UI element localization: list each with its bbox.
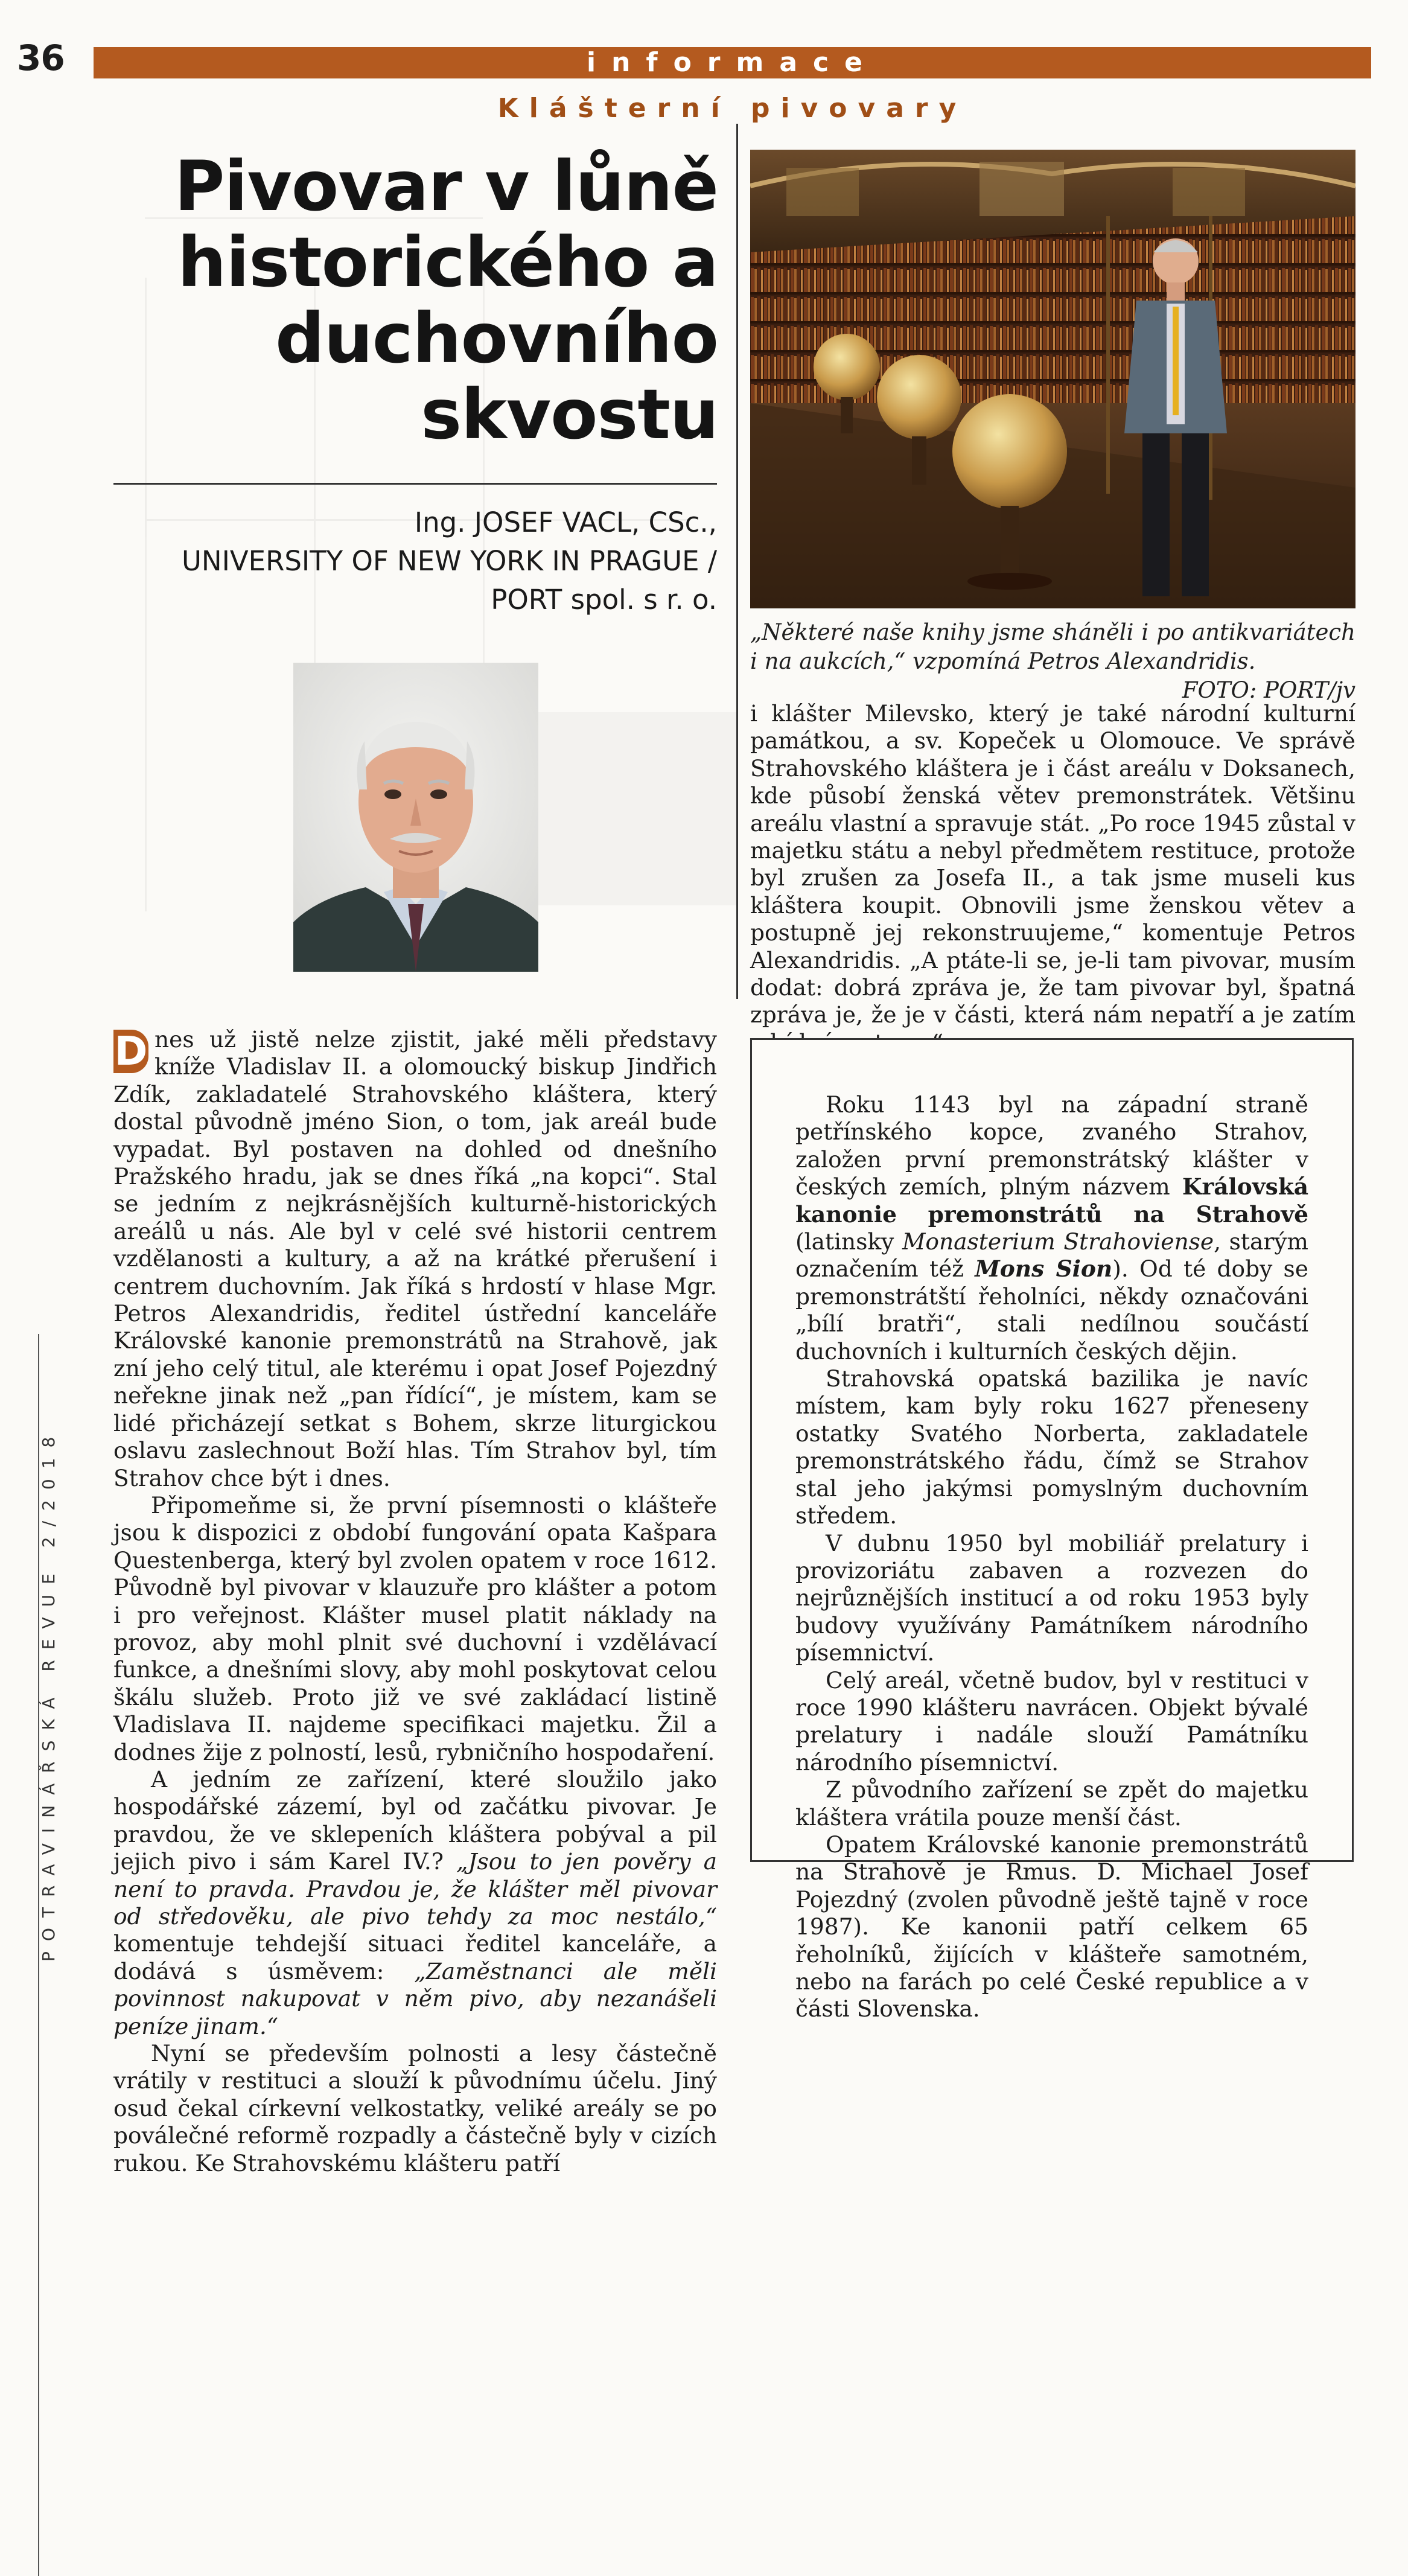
- paragraph: Nyní se především polnosti a lesy částečně vrátily v restituci a slouží k původnímu účelu. Jiný osud čekal církevní velkostatky, veliké areály se po poválečné reformě rozpadly a částečně byly v cizích rukou. Ke Strahovskému klášteru patří: [113, 2040, 717, 2176]
- caption-text: „Některé naše knihy jsme sháněli i po antikvariátech i na aukcích,“ vzpomíná Petros Alexandridis.: [750, 619, 1355, 674]
- magazine-issue-label: POTRAVINÁŘSKÁ REVUE 2/2018: [39, 1426, 59, 1962]
- author-portrait-photo: [293, 663, 538, 972]
- paragraph-text: nes už jistě nelze zjistit, jaké měli představy kníže Vladislav II. a olomoucký biskup Jindřich Zdík, zakladatelé Strahovského kláštera, který dostal původně jméno Sion, o tom, jak areál bude vypadat. Byl postaven na dohled od dnešního Pražského hradu, jak se dnes říká „na kopci“. Stal se jedním z nejkrásnějších kulturně-historických areálů u nás. Ale byl v celé své historii centrem vzdělanosti a kultury, a až na krátké přerušení i centrem duchovním. Jak říká s hrdostí v hlase Mgr. Petros Alexandridis, ředitel ústřední kanceláře Královské kanonie premonstrátů na Strahově, jak zní jeho celý titul, ale kterému i opat Josef Pojezdný neřekne jinak než „pan řídící“, je místem, kam se lidé přicházejí setkat s Bohem, skrze liturgickou oslavu zaslechnout Boží hlas. Tím Strahov byl, tím Strahov chce být i dnes.: [113, 1026, 717, 1491]
- byline: [113, 503, 717, 619]
- paragraph: Strahovská opatská bazilika je navíc místem, kam byly roku 1627 přeneseny ostatky Svatého Norberta, zakladatele premonstrátského řádu, čímž se Strahov stal jeho jakýmsi pomyslným duchovním středem.: [795, 1365, 1308, 1529]
- paragraph-text: , starým označením též: [795, 1228, 1308, 1283]
- info-box-text: [795, 1091, 1308, 2023]
- paragraph: Z původního zařízení se zpět do majetku kláštera vrátila pouze menší část.: [795, 1776, 1308, 1831]
- photo-credit: FOTO: PORT/jv: [1182, 677, 1355, 703]
- byline-line: UNIVERSITY OF NEW YORK IN PRAGUE /: [181, 545, 717, 577]
- section-label: informace: [587, 47, 878, 78]
- series-label: Klášterní pivovary: [497, 93, 967, 124]
- right-column-text: [750, 700, 1355, 1056]
- article-body: [113, 1026, 717, 2177]
- paragraph-intro: [113, 1026, 717, 1492]
- column-divider: [736, 124, 738, 999]
- paragraph-text: komentuje tehdejší situaci ředitel kanceláře, a dodává s úsměvem:: [113, 1930, 717, 1985]
- paragraph-text: Roku 1143 byl na západní straně petřínského kopce, zvaného Strahov, založen první premonstrátský klášter v českých zemích, plným názvem: [795, 1091, 1308, 1200]
- paragraph: [795, 1091, 1308, 1365]
- byline-rule: [113, 483, 717, 485]
- latin-name: Monasterium Strahoviense: [902, 1228, 1214, 1255]
- paragraph-text: A jedním ze zařízení, které sloužilo jako hospodářské zázemí, byl od začátku pivovar. Je pravdou, že ve sklepeních kláštera pobýval a pil jejich pivo i sám Karel IV.?: [113, 1765, 717, 1875]
- library-photo: [750, 150, 1355, 608]
- paragraph: Opatem Královské kanonie premonstrátů na Strahově je Rmus. D. Michael Josef Pojezdný (zvolen původně ještě tajně v roce 1987). Ke kanonii patří celkem 65 řeholníků, žijících v klášteře samotném, nebo na farách po celé České republice a v části Slovenska.: [795, 1831, 1308, 2023]
- paragraph: Připomeňme si, že první písemnosti o klášteře jsou k dispozici z období fungování opata Kašpara Questenberga, který byl zvolen opatem v roce 1612. Původně byl pivovar v klauzuře pro klášter a potom i pro veřejnost. Klášter musel platit náklady na provoz, aby mohl plnit své duchovní i vzdělávací funkce, a dnešními slovy, aby mohl poskytovat celou škálu služeb. Proto již ve své zakládací listině Vladislava II. najdeme specifikaci majetku. Žil a dodnes žije z polností, lesů, rybničního hospodaření.: [113, 1491, 717, 1765]
- paragraph-text: ). Od té doby se premonstrátští řeholníci, někdy označováni „bílí bratři“, stali nedílnou součástí duchovních i kulturních českých dějin.: [795, 1255, 1308, 1365]
- byline-line: Ing. JOSEF VACL, CSc.,: [414, 506, 717, 538]
- article-headline: Pivovar v lůně historického a duchovního skvostu: [174, 146, 718, 454]
- emphasis-text: Mons Sion: [975, 1255, 1113, 1283]
- paragraph: i klášter Milevsko, který je také národní kulturní památkou, a sv. Kopeček u Olomouce. Ve správě Strahovského kláštera je i část areálu v Doksanech, kde působí ženská větev premonstrátek. Většinu areálu vlastní a spravuje stát. „Po roce 1945 zůstal v majetku státu a nebyl předmětem restituce, protože byl zrušen za Josefa II., a tak jsme museli kus kláštera koupit. Obnovili jsme ženskou větev a postupně jej rekonstruujeme,“ komentuje Petros Alexandridis. „A ptáte-li se, je-li tam pivovar, musím dodat: dobrá zpráva je, že tam pivovar byl, špatná zpráva je, že je v části, která nám nepatří a je zatím: [750, 700, 1355, 1028]
- photo-caption: [750, 618, 1355, 705]
- quote-text: „Zaměstnanci ale měli povinnost nakupovat v něm pivo, aby nezanášeli peníze jinam.“: [113, 1957, 718, 2039]
- byline-line: PORT spol. s r. o.: [491, 584, 717, 616]
- emphasis-text: Královská kanonie premonstrátů na Strahově: [795, 1173, 1308, 1228]
- page-number: 36: [17, 37, 65, 78]
- paragraph: V dubnu 1950 byl mobiliář prelatury i provizoriátu zabaven a rozvezen do nejrůznějších institucí a od roku 1953 byly budovy využívány Památníkem národního písemnictví.: [795, 1529, 1308, 1666]
- drop-cap: D: [114, 1028, 148, 1074]
- paragraph: Celý areál, včetně budov, byl v restituci v roce 1990 klášteru navrácen. Objekt bývalé prelatury i nadále slouží Památníku národního písemnictví.: [795, 1666, 1308, 1776]
- paragraph: [113, 1766, 717, 2040]
- paragraph-text: (latinsky: [795, 1228, 903, 1255]
- quote-text: „Jsou to jen pověry a není to pravda. Pravdou je, že klášter měl pivovar od středověku, ale pivo tehdy za moc nestálo,“: [113, 1848, 717, 1930]
